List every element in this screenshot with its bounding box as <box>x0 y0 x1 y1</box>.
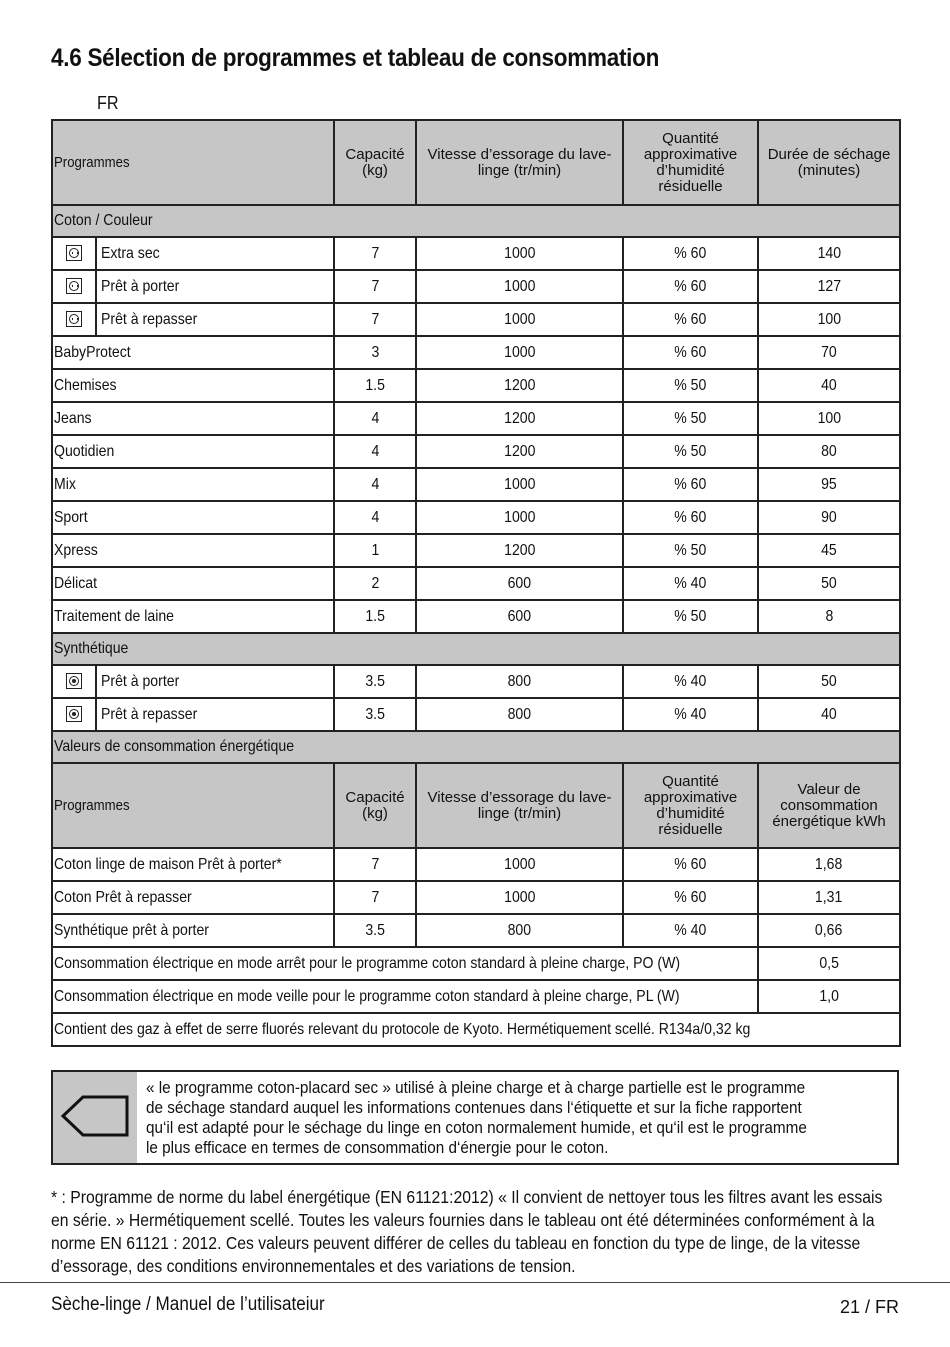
energy-header-energy: Valeur de consommation énergétique kWh <box>772 780 886 830</box>
energy-header-row <box>52 763 900 848</box>
cotton-dry-icon <box>66 311 82 327</box>
cotton-dry-icon <box>66 245 82 261</box>
program-name: Délicat <box>54 574 98 592</box>
table-row <box>52 336 900 369</box>
energy-value: 1,68 <box>815 855 843 873</box>
table-row <box>52 303 900 336</box>
program-name: Prêt à repasser <box>101 705 198 723</box>
program-name: Synthétique prêt à porter <box>54 921 209 939</box>
duration-value: 127 <box>817 277 841 295</box>
program-name: Chemises <box>54 376 117 394</box>
header-duration: Durée de séchage (minutes) <box>767 145 891 179</box>
table-row <box>52 435 900 468</box>
table-row <box>52 402 900 435</box>
energy-header-spin: Vitesse d’essorage du lave-linge (tr/min) <box>427 788 612 822</box>
duration-value: 8 <box>825 607 833 625</box>
spin-value: 1000 <box>503 888 536 906</box>
spin-value: 800 <box>507 921 532 939</box>
duration-value: 90 <box>821 508 837 526</box>
section-label-coton: Coton / Couleur <box>54 212 153 229</box>
program-name: Prêt à porter <box>101 672 180 690</box>
table-row <box>52 534 900 567</box>
power-value: 0,5 <box>819 954 839 972</box>
capacity-value: 7 <box>371 277 379 295</box>
capacity-value: 4 <box>371 409 379 427</box>
header-humidity: Quantité approximative d’humidité résiduelle <box>643 129 738 195</box>
table-row <box>52 698 900 731</box>
spin-value: 600 <box>507 607 532 625</box>
humidity-value: % 50 <box>674 409 707 427</box>
energy-value: 1,31 <box>815 888 843 906</box>
spin-value: 800 <box>507 705 532 723</box>
tag-label-icon <box>59 1094 131 1138</box>
humidity-value: % 60 <box>674 277 707 295</box>
duration-value: 80 <box>821 442 837 460</box>
program-name: Xpress <box>54 541 98 559</box>
synthetic-dry-icon <box>66 706 82 722</box>
spin-value: 1000 <box>503 508 536 526</box>
energy-row <box>52 848 900 881</box>
capacity-value: 4 <box>371 475 379 493</box>
humidity-value: % 60 <box>674 343 707 361</box>
humidity-value: % 40 <box>674 574 707 592</box>
spin-value: 800 <box>507 672 532 690</box>
program-name: Sport <box>54 508 88 526</box>
table-row <box>52 237 900 270</box>
table-header-row <box>52 120 900 205</box>
table-row <box>52 600 900 633</box>
capacity-value: 2 <box>371 574 379 592</box>
humidity-value: % 60 <box>674 475 707 493</box>
duration-value: 95 <box>821 475 837 493</box>
energy-header-programmes: Programmes <box>54 796 130 814</box>
duration-value: 50 <box>821 672 837 690</box>
footer-manual-title: Sèche-linge / Manuel de l’utilisateiur <box>51 1294 325 1315</box>
spin-value: 1000 <box>503 277 536 295</box>
program-name: Coton Prêt à repasser <box>54 888 192 906</box>
table-row <box>52 567 900 600</box>
capacity-value: 1 <box>371 541 379 559</box>
capacity-value: 3.5 <box>365 672 385 690</box>
footer-divider <box>0 1282 950 1283</box>
section-row-synthetique <box>52 633 900 665</box>
capacity-value: 4 <box>371 442 379 460</box>
duration-value: 70 <box>821 343 837 361</box>
duration-value: 100 <box>817 409 841 427</box>
info-note <box>51 1070 899 1165</box>
program-name: Jeans <box>54 409 92 427</box>
spin-value: 1000 <box>503 855 536 873</box>
section-row-energy-label: Valeurs de consommation énergétique <box>54 738 295 755</box>
header-programmes: Programmes <box>54 153 130 171</box>
humidity-value: % 40 <box>674 672 707 690</box>
humidity-value: % 50 <box>674 442 707 460</box>
header-capacity: Capacité (kg) <box>345 145 405 179</box>
duration-value: 50 <box>821 574 837 592</box>
capacity-value: 1.5 <box>365 376 385 394</box>
humidity-value: % 40 <box>674 921 707 939</box>
power-label: Consommation électrique en mode arrêt pour le programme coton standard à pleine charge, PO (W) <box>54 954 681 972</box>
section-row-coton <box>52 205 900 237</box>
energy-row <box>52 881 900 914</box>
duration-value: 45 <box>821 541 837 559</box>
section-row-synthetique-label: Synthétique <box>54 640 129 657</box>
capacity-value: 3.5 <box>365 921 385 939</box>
energy-header-humidity: Quantité approximative d’humidité résiduelle <box>643 772 738 838</box>
capacity-value: 7 <box>371 310 379 328</box>
capacity-value: 7 <box>371 888 379 906</box>
energy-value: 0,66 <box>815 921 843 939</box>
capacity-value: 3.5 <box>365 705 385 723</box>
humidity-value: % 60 <box>674 855 707 873</box>
capacity-value: 4 <box>371 508 379 526</box>
section-row-energy <box>52 731 900 763</box>
humidity-value: % 50 <box>674 541 707 559</box>
spin-value: 1000 <box>503 244 536 262</box>
capacity-value: 3 <box>371 343 379 361</box>
table-row <box>52 665 900 698</box>
program-name: Prêt à porter <box>101 277 180 295</box>
spin-value: 1000 <box>503 310 536 328</box>
note-text: « le programme coton-placard sec » utilisé à pleine charge et à charge partielle est le programme de séchage standard auquel les informations contenues dans l‘étiquette et sur la fiche rapportent qu‘il est adapté pour le séchage du linge en coton normalement humide, et qu‘il est le programme le plus efficace en termes de consommation d‘énergie pour le coton. <box>146 1078 807 1157</box>
table-row <box>52 369 900 402</box>
footer-page-number: 21 / FR <box>839 1297 899 1317</box>
gas-note-row <box>52 1013 900 1046</box>
capacity-value: 1.5 <box>365 607 385 625</box>
spin-value: 1200 <box>503 409 536 427</box>
duration-value: 140 <box>817 244 841 262</box>
power-row-power-off <box>52 947 900 980</box>
table-row <box>52 468 900 501</box>
duration-value: 40 <box>821 376 837 394</box>
spin-value: 1200 <box>503 442 536 460</box>
spin-value: 600 <box>507 574 532 592</box>
program-name: Mix <box>54 475 76 493</box>
program-name: BabyProtect <box>54 343 131 361</box>
gas-note-text: Contient des gaz à effet de serre fluorés relevant du protocole de Kyoto. Hermétiquement scellé. R134a/0,32 kg <box>54 1020 751 1038</box>
spin-value: 1200 <box>503 376 536 394</box>
spin-value: 1000 <box>503 475 536 493</box>
capacity-value: 7 <box>371 244 379 262</box>
spin-value: 1200 <box>503 541 536 559</box>
humidity-value: % 60 <box>674 508 707 526</box>
energy-header-capacity: Capacité (kg) <box>345 788 405 822</box>
table-row <box>52 270 900 303</box>
program-name: Prêt à repasser <box>101 310 198 328</box>
program-name: Quotidien <box>54 442 115 460</box>
header-spin: Vitesse d’essorage du lave-linge (tr/min) <box>427 145 612 179</box>
humidity-value: % 40 <box>674 705 707 723</box>
humidity-value: % 50 <box>674 376 707 394</box>
language-label: FR <box>97 93 119 113</box>
power-label: Consommation électrique en mode veille pour le programme coton standard à pleine charge, PL (W) <box>54 987 680 1005</box>
cotton-dry-icon <box>66 278 82 294</box>
table-row <box>52 501 900 534</box>
humidity-value: % 60 <box>674 888 707 906</box>
duration-value: 40 <box>821 705 837 723</box>
synthetic-dry-icon <box>66 673 82 689</box>
capacity-value: 7 <box>371 855 379 873</box>
program-name: Traitement de laine <box>54 607 175 625</box>
program-table <box>51 119 901 1047</box>
humidity-value: % 60 <box>674 310 707 328</box>
program-name: Coton linge de maison Prêt à porter* <box>54 855 282 873</box>
program-name: Extra sec <box>101 244 160 262</box>
duration-value: 100 <box>817 310 841 328</box>
footnote: * : Programme de norme du label énergétique (EN 61121:2012) « Il convient de nettoyer tous les filtres avant les essais en série. » Hermétiquement scellé. Toutes les valeurs fournies dans le tableau ont été déterminées conformément à la norme EN 61121 : 2012. Ces valeurs peuvent différer de celles du tableau en fonction du type de linge, de la vitesse d’essorage, des conditions environnementales et des variations de tension. <box>51 1187 883 1276</box>
page-title: 4.6 Sélection de programmes et tableau de consommation <box>51 44 660 72</box>
note-icon-box <box>53 1072 137 1163</box>
humidity-value: % 60 <box>674 244 707 262</box>
humidity-value: % 50 <box>674 607 707 625</box>
spin-value: 1000 <box>503 343 536 361</box>
energy-row <box>52 914 900 947</box>
power-value: 1,0 <box>819 987 839 1005</box>
power-row-power-standby <box>52 980 900 1013</box>
